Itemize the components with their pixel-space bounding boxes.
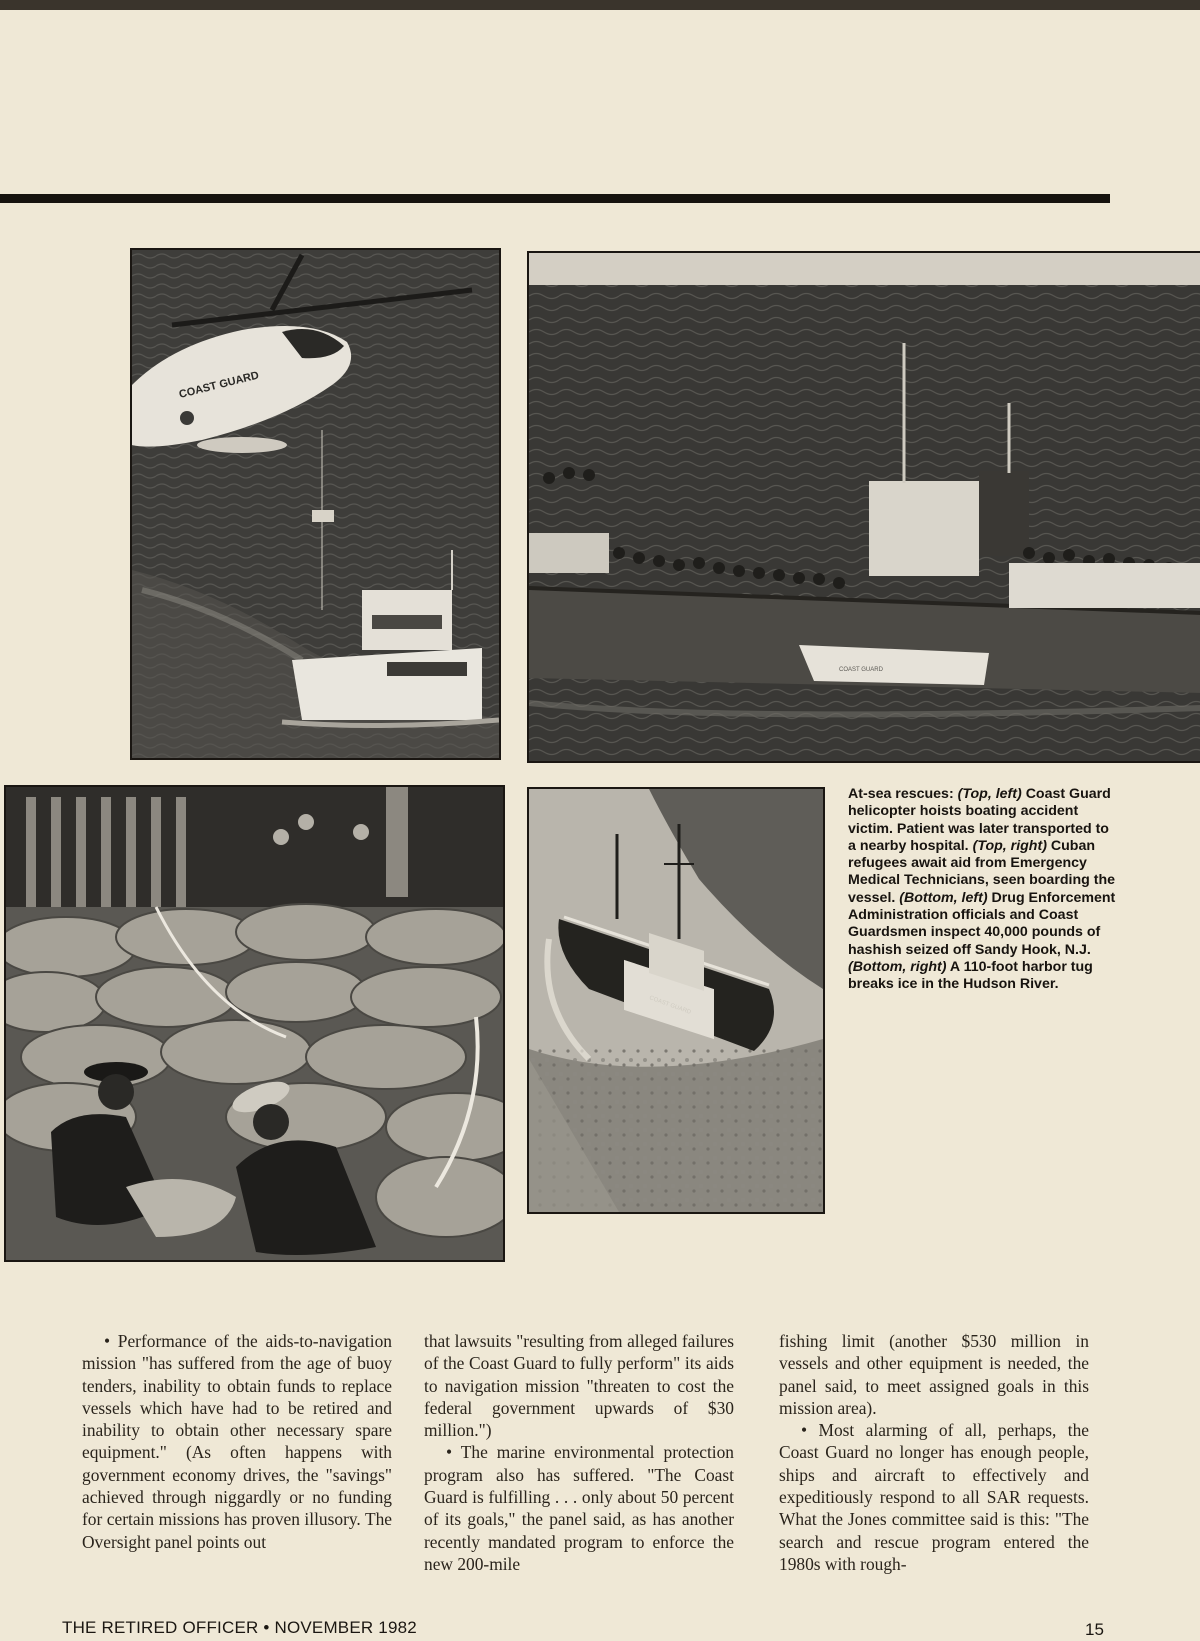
photo-hashish-seizure [4, 785, 505, 1262]
refugee-ship-image [529, 253, 1200, 761]
caption-label-top-right: (Top, right) [972, 837, 1047, 854]
article-column-2 [424, 1330, 734, 1575]
caption-label-top-left: (Top, left) [957, 786, 1022, 802]
footer-publication: THE RETIRED OFFICER • NOVEMBER 1982 [62, 1618, 417, 1637]
lifeboat-painted-text: COAST GUARD [839, 667, 883, 673]
caption-label-bottom-right: (Bottom, right) [848, 958, 947, 975]
article-paragraph: • Performance of the aids-to-navigation mission "has suffered from the age of buoy tenders, inability to obtain funds to replace vessels which have had to be retired and inability to obtain other necessary spare equipment." (As often happens with government economy drives, the "savings" achieved through niggardly or no funding for certain missions has proven illusory. The Oversight panel points out [82, 1331, 392, 1552]
caption-lead: At-sea rescues: [848, 786, 954, 802]
photo-refugee-ship [527, 251, 1200, 763]
hashish-seizure-image [6, 787, 503, 1260]
tug-painted-text: COAST GUARD [648, 995, 692, 1016]
article-paragraph: that lawsuits "resulting from alleged failures of the Coast Guard to fully perform" its aids to navigation mission "threaten to cost the federal government upwards of $30 million.") [424, 1331, 734, 1441]
caption-text-bottom-left: Drug Enforcement Administration officials and Coast Guardsmen inspect 40,000 pounds of hashish seized off Sandy Hook, N.J. [848, 889, 1116, 958]
caption-text-top-left: Coast Guard helicopter hoists boating accident victim. Patient was later transported to a nearby hospital. [848, 786, 1111, 854]
harbor-tug-image [529, 789, 823, 1212]
photo-caption [848, 786, 1120, 994]
caption-label-bottom-left: (Bottom, left) [899, 889, 988, 906]
article-column-1 [82, 1330, 392, 1553]
helicopter-rescue-image [132, 250, 499, 758]
photo-harbor-tug [527, 787, 825, 1214]
page-number: 15 [1085, 1620, 1104, 1639]
article-column-3 [779, 1330, 1089, 1575]
article-paragraph: fishing limit (another $530 million in vessels and other equipment is needed, the panel said, to meet assigned goals in this mission area). [779, 1331, 1089, 1418]
section-rule [0, 194, 1110, 203]
caption-text-top-right: Cuban refugees await aid from Emergency Medical Technicians, seen boarding the vessel. [848, 837, 1115, 906]
helicopter-painted-text: COAST GUARD [177, 369, 261, 401]
photo-helicopter-rescue [130, 248, 501, 760]
page-top-band [0, 0, 1200, 10]
article-paragraph: • Most alarming of all, perhaps, the Coast Guard no longer has enough people, ships and aircraft to effectively and expeditiously respond to all SAR requests. What the Jones committee said is this: "The search and rescue program entered the 1980s with rough- [779, 1420, 1089, 1574]
caption-text-bottom-right: A 110-foot harbor tug breaks ice in the Hudson River. [848, 958, 1093, 993]
article-paragraph: • The marine environmental protection program also has suffered. "The Coast Guard is fulfilling . . . only about 50 percent of its goals," the panel said, as has another recently mandated program to enforce the new 200-mile [424, 1442, 734, 1574]
